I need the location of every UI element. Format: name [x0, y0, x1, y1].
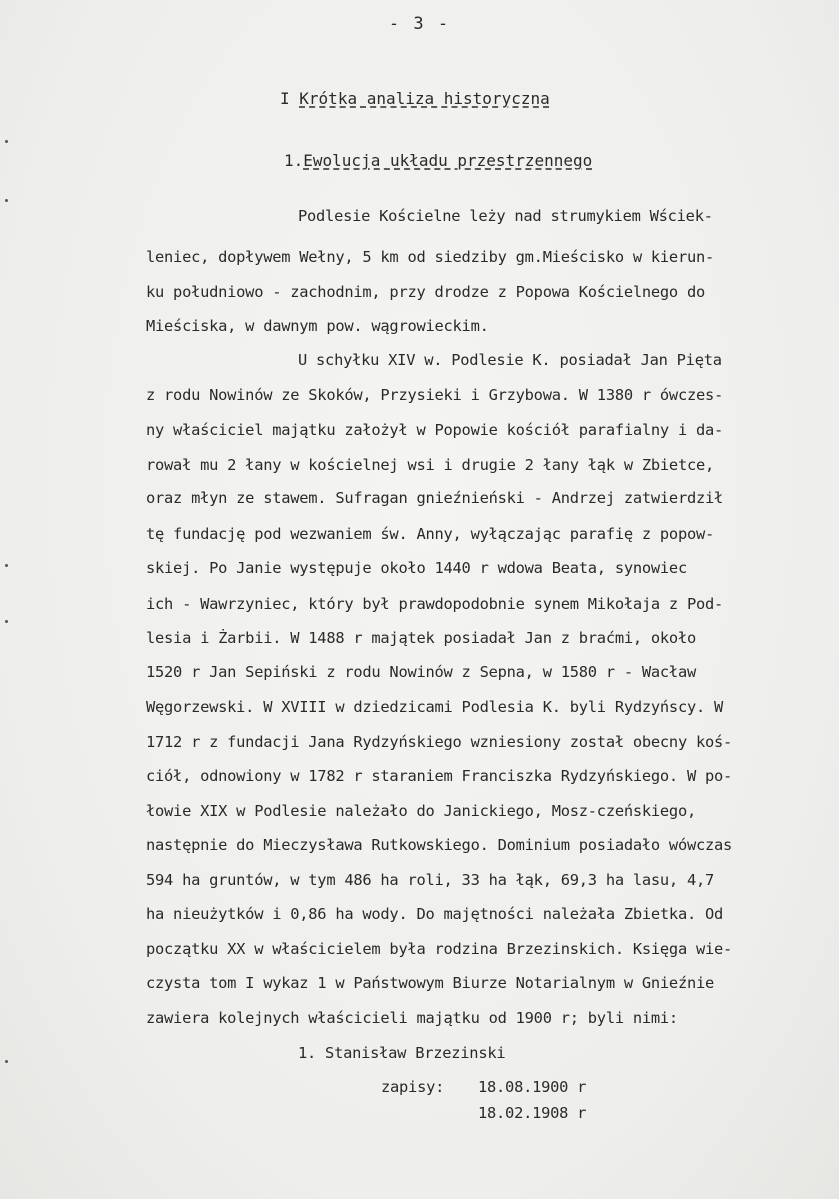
paragraph-1-line: Mieściska, w dawnym pow. wągrowieckim. [146, 317, 489, 335]
paragraph-2-line: 1712 r z fundacji Jana Rydzyńskiego wzniesiony został obecny koś- [146, 733, 733, 751]
paragraph-2-line: oraz młyn ze stawem. Sufragan gnieźnieński - Andrzej zatwierdził [146, 489, 724, 507]
paragraph-2-line: ciół, odnowiony w 1782 r staraniem Franciszka Rydzyńskiego. W po- [146, 767, 733, 785]
paragraph-2-line: z rodu Nowinów ze Skoków, Przysieki i Grzybowa. W 1380 r ówczes- [146, 386, 724, 404]
subsection-number: 1. [284, 151, 304, 170]
paragraph-2-line: rował mu 2 łany w kościelnej wsi i drugie 2 łany łąk w Zbietce, [146, 456, 715, 474]
subsection-heading [284, 151, 592, 170]
paragraph-1-line: leniec, dopływem Wełny, 5 km od siedziby gm.Mieścisko w kierun- [146, 248, 715, 266]
page-number: - 3 - [388, 14, 451, 34]
paragraph-2-line: początku XX w właścicielem była rodzina Brzezinskich. Księga wie- [146, 940, 733, 958]
punch-hole-mark [5, 1060, 8, 1063]
subsection-title: Ewolucja układu przestrzennego [303, 151, 593, 170]
owner-list-item: 1. Stanisław Brzezinski [298, 1044, 506, 1062]
owner-record-date: 18.02.1908 r [478, 1104, 587, 1122]
owner-record-date: 18.08.1900 r [478, 1078, 587, 1096]
paragraph-2-line: łowie XIX w Podlesie należało do Janickiego, Mosz-czeńskiego, [146, 802, 696, 820]
paragraph-2-line: następnie do Mieczysława Rutkowskiego. Dominium posiadało wówczas [146, 836, 733, 854]
paragraph-2-line: 594 ha gruntów, w tym 486 ha roli, 33 ha łąk, 69,3 ha lasu, 4,7 [146, 871, 715, 889]
paragraph-2-line: ny właściciel majątku założył w Popowie kościół parafialny i da- [146, 421, 724, 439]
paragraph-2-line: lesia i Żarbii. W 1488 r majątek posiadał Jan z braćmi, około [146, 629, 696, 647]
paragraph-1-line: ku południowo - zachodnim, przy drodze z Popowa Kościelnego do [146, 283, 705, 301]
paragraph-2-line: tę fundację pod wezwaniem św. Anny, wyłączając parafię z popow- [146, 525, 715, 543]
paragraph-2-line: U schyłku XIV w. Podlesie K. posiadał Jan Pięta [298, 351, 722, 369]
paragraph-2-line: skiej. Po Janie występuje około 1440 r wdowa Beata, synowiec [146, 559, 687, 577]
paragraph-2-line: ich - Wawrzyniec, który był prawdopodobnie synem Mikołaja z Pod- [146, 595, 724, 613]
punch-hole-mark [5, 564, 8, 567]
punch-hole-mark [5, 140, 8, 143]
paragraph-1-line: Podlesie Kościelne leży nad strumykiem Wściek- [298, 207, 713, 225]
paragraph-2-line: czysta tom I wykaz 1 w Państwowym Biurze Notarialnym w Gnieźnie [146, 974, 715, 992]
punch-hole-mark [5, 199, 8, 202]
paragraph-2-line: 1520 r Jan Sepiński z rodu Nowinów z Sepna, w 1580 r - Wacław [146, 663, 696, 681]
section-number: I [280, 89, 290, 108]
owner-records-label: zapisy: [381, 1078, 445, 1096]
paragraph-2-line: Węgorzewski. W XVIII w dziedzicami Podlesia K. byli Rydzyńscy. W [146, 698, 724, 716]
punch-hole-mark [5, 620, 8, 623]
section-title: Krótka analiza historyczna [299, 89, 550, 108]
section-heading [280, 89, 550, 108]
paragraph-2-line: zawiera kolejnych właścicieli majątku od 1900 r; byli nimi: [146, 1009, 678, 1027]
paragraph-2-line: ha nieużytków i 0,86 ha wody. Do majętności należała Zbietka. Od [146, 905, 724, 923]
